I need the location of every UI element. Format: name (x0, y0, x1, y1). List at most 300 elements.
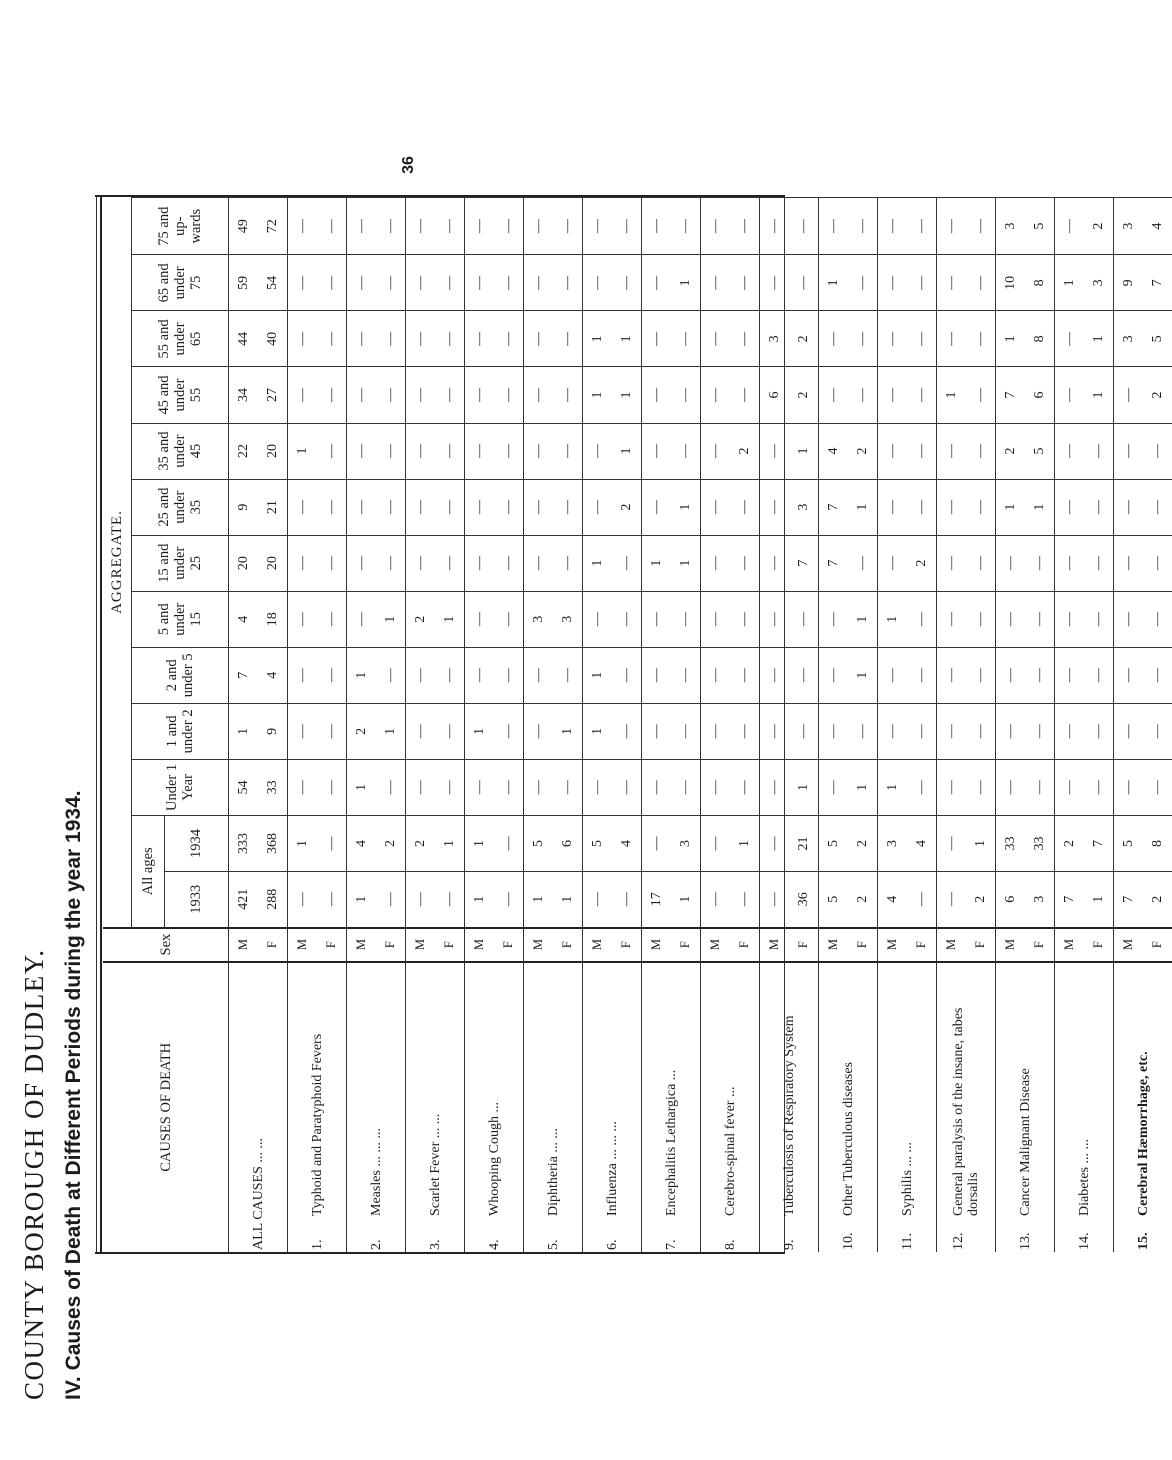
age-count: 2 (789, 367, 819, 423)
age-count: — (583, 423, 613, 479)
age-count: 1 (789, 423, 819, 479)
age-count: 4 (1143, 198, 1172, 255)
age-count: 9 (258, 703, 288, 759)
age-count: — (347, 367, 377, 423)
age-count: — (612, 198, 642, 255)
sex-cell: M (1114, 928, 1144, 962)
age-count: — (465, 255, 495, 311)
age-count: — (966, 198, 996, 255)
age-count: — (848, 311, 878, 367)
age-count: — (553, 423, 583, 479)
age-count: 1 (288, 423, 318, 479)
age-count: 3 (760, 311, 790, 367)
age-count: — (907, 591, 937, 647)
age-count: — (878, 479, 908, 535)
age-count: — (612, 647, 642, 703)
cause-name: Measles ... ... ... (368, 1128, 384, 1216)
age-count: — (612, 759, 642, 815)
age-count: — (878, 703, 908, 759)
age-count: — (1114, 535, 1144, 591)
age-count: — (435, 198, 465, 255)
age-count: — (730, 198, 760, 255)
age-count: — (288, 647, 318, 703)
age-count: — (465, 479, 495, 535)
sex-column-header: Sex (103, 928, 229, 962)
age-count: — (406, 423, 436, 479)
age-count: — (465, 591, 495, 647)
age-count: — (406, 367, 436, 423)
sex-cell: F (671, 928, 701, 962)
age-count: — (317, 703, 347, 759)
page-number: 36 (399, 156, 417, 174)
count-1933: — (701, 872, 731, 928)
age-count: — (848, 198, 878, 255)
age-count: — (553, 311, 583, 367)
age-count: 1 (583, 311, 613, 367)
sex-cell: F (494, 928, 524, 962)
sex-cell: M (819, 928, 849, 962)
age-count: — (376, 198, 406, 255)
age-count: — (553, 647, 583, 703)
age-count: 18 (258, 591, 288, 647)
age-count: — (435, 703, 465, 759)
age-count: 1 (583, 647, 613, 703)
age-count: — (524, 255, 554, 311)
age-count: — (642, 311, 672, 367)
count-1934: 2 (848, 815, 878, 871)
age-count: — (1114, 703, 1144, 759)
cause-label-cell (288, 962, 347, 1252)
age-count: — (907, 423, 937, 479)
age-count: 7 (229, 647, 259, 703)
age-count: — (642, 759, 672, 815)
age-count: 2 (1143, 367, 1172, 423)
age-count: 2 (612, 479, 642, 535)
sex-cell: F (789, 928, 819, 962)
count-1933: 3 (1025, 872, 1055, 928)
age-count: — (347, 423, 377, 479)
count-1934: 1 (730, 815, 760, 871)
cause-number: 2. (368, 1239, 384, 1250)
age-count: — (760, 591, 790, 647)
cause-name: Cancer Malignant Disease (1017, 1068, 1033, 1216)
age-count: — (937, 591, 967, 647)
age-count: — (524, 311, 554, 367)
count-1934: 4 (347, 815, 377, 871)
cause-number: 12. (951, 1232, 966, 1250)
age-count: — (966, 759, 996, 815)
age-count: — (612, 535, 642, 591)
table-row (583, 198, 613, 1253)
age-count: — (1143, 479, 1172, 535)
age-count: — (406, 198, 436, 255)
age-count: — (730, 703, 760, 759)
age-count: 8 (1025, 311, 1055, 367)
age-count: 1 (583, 703, 613, 759)
age-count: — (701, 423, 731, 479)
age-count: — (317, 367, 347, 423)
age-count: — (701, 367, 731, 423)
cause-number: 13. (1017, 1232, 1033, 1250)
age-count: 5 (1025, 198, 1055, 255)
age-count: — (1143, 535, 1172, 591)
count-1933: 2 (966, 872, 996, 928)
cause-number: 3. (427, 1239, 443, 1250)
count-1933: 17 (642, 872, 672, 928)
cause-name: Other Tuberculous diseases (840, 1062, 856, 1216)
age-count: 54 (258, 255, 288, 311)
page-title: COUNTY BOROUGH OF DUDLEY. (19, 948, 49, 1400)
age-count: 2 (406, 591, 436, 647)
age-count: — (701, 255, 731, 311)
age-count: — (966, 591, 996, 647)
count-1933: 4 (878, 872, 908, 928)
count-1934: 1 (435, 815, 465, 871)
age-count: 7 (819, 479, 849, 535)
age-count: — (760, 198, 790, 255)
count-1933: 7 (1055, 872, 1085, 928)
cause-name: Diabetes ... ... (1076, 1139, 1092, 1216)
sex-cell: M (642, 928, 672, 962)
age-count: — (878, 535, 908, 591)
age-count: 2 (789, 311, 819, 367)
age-count: 7 (996, 367, 1026, 423)
count-1934: 33 (996, 815, 1026, 871)
age-count: — (642, 479, 672, 535)
age-count: — (730, 759, 760, 815)
age-count: — (966, 423, 996, 479)
age-count: — (524, 479, 554, 535)
age-count: — (730, 255, 760, 311)
cause-name: Tuberculosis of Respiratory System (781, 1015, 797, 1216)
age-count: 1 (376, 591, 406, 647)
cause-number: 4. (486, 1239, 502, 1250)
count-1933: — (494, 872, 524, 928)
table-row (819, 198, 849, 1253)
age-count: 1 (583, 535, 613, 591)
count-1933: 6 (996, 872, 1026, 928)
cause-name: Scarlet Fever ... ... (427, 1113, 443, 1216)
age-count: — (937, 198, 967, 255)
count-1934: 7 (1084, 815, 1114, 871)
age-count: — (671, 423, 701, 479)
age-count: — (937, 311, 967, 367)
age-count: — (996, 591, 1026, 647)
sex-cell: M (878, 928, 908, 962)
count-1933: 7 (1114, 872, 1144, 928)
age-count: — (1025, 535, 1055, 591)
count-1933: — (317, 872, 347, 928)
age-count: — (317, 647, 347, 703)
age-count: — (288, 367, 318, 423)
age-count: — (937, 647, 967, 703)
age-count: — (966, 311, 996, 367)
age-count: — (288, 535, 318, 591)
age-count: — (406, 703, 436, 759)
count-1933: — (730, 872, 760, 928)
age-count: 4 (258, 647, 288, 703)
age-count: — (701, 591, 731, 647)
age-count: — (406, 647, 436, 703)
age-count: — (907, 647, 937, 703)
age-count: 1 (583, 367, 613, 423)
age-count: — (730, 591, 760, 647)
age-count: — (819, 591, 849, 647)
age-count: — (583, 591, 613, 647)
age-count: — (878, 647, 908, 703)
age-count: — (465, 759, 495, 815)
age-count: 1 (229, 703, 259, 759)
age-count: — (376, 423, 406, 479)
age-count: — (966, 703, 996, 759)
age-count: 2 (1084, 198, 1114, 255)
table-caption: IV. Causes of Death at Different Periods during the year 1934. (62, 790, 85, 1400)
age-count: 21 (258, 479, 288, 535)
age-count: — (819, 367, 849, 423)
age-count: — (494, 311, 524, 367)
causes-of-death-table (103, 197, 1172, 1252)
age-count: — (494, 759, 524, 815)
age-count: — (494, 423, 524, 479)
age-count: — (1025, 591, 1055, 647)
age-count: — (1143, 591, 1172, 647)
count-1934: 2 (376, 815, 406, 871)
age-count: — (760, 647, 790, 703)
age-count: — (553, 535, 583, 591)
year-1933-header: 1933 (164, 872, 228, 928)
age-count: 1 (996, 479, 1026, 535)
age-count: — (642, 591, 672, 647)
age-count: — (553, 759, 583, 815)
age-count: — (1114, 647, 1144, 703)
count-1934: 6 (553, 815, 583, 871)
header-row (103, 198, 132, 1253)
age-count: — (730, 647, 760, 703)
age-count: 1 (435, 591, 465, 647)
age-count: — (1114, 479, 1144, 535)
age-count: — (347, 255, 377, 311)
age-count: 1 (848, 647, 878, 703)
age-count: — (583, 198, 613, 255)
age-count: 44 (229, 311, 259, 367)
cause-number: 8. (722, 1239, 738, 1250)
count-1933: 36 (789, 872, 819, 928)
age-count: — (524, 647, 554, 703)
sex-cell: M (288, 928, 318, 962)
table-row (701, 198, 731, 1253)
age-count: — (671, 311, 701, 367)
age-count: 1 (612, 311, 642, 367)
age-count: 8 (1025, 255, 1055, 311)
age-count: — (701, 479, 731, 535)
count-1934: 1 (465, 815, 495, 871)
age-count: 1 (612, 367, 642, 423)
age-count: — (966, 647, 996, 703)
age-count: — (819, 703, 849, 759)
count-1934: 21 (789, 815, 819, 871)
count-1933: — (612, 872, 642, 928)
cause-name: Influenza ... ... ... (604, 1121, 620, 1216)
count-1933: 1 (524, 872, 554, 928)
age-count: 6 (1025, 367, 1055, 423)
age-count: 3 (524, 591, 554, 647)
age-group-header: 2 and under 5 (132, 647, 229, 703)
age-count: — (1114, 367, 1144, 423)
sex-cell: M (524, 928, 554, 962)
age-count: — (1143, 423, 1172, 479)
age-count: — (642, 423, 672, 479)
count-1934: 3 (878, 815, 908, 871)
age-count: — (848, 535, 878, 591)
age-count: 1 (671, 255, 701, 311)
age-count: — (317, 591, 347, 647)
count-1934: 1 (288, 815, 318, 871)
age-group-header: Under 1 Year (132, 759, 229, 815)
age-count: — (1143, 759, 1172, 815)
age-count: — (524, 423, 554, 479)
age-count: — (317, 255, 347, 311)
age-count: — (701, 703, 731, 759)
age-count: — (996, 535, 1026, 591)
age-count: — (760, 703, 790, 759)
age-count: — (1055, 647, 1085, 703)
cause-label-cell (1055, 962, 1114, 1252)
age-count: — (848, 255, 878, 311)
cause-label-cell (701, 962, 760, 1252)
count-1934: 8 (1143, 815, 1172, 871)
cause-label-cell (583, 962, 642, 1252)
age-count: — (937, 759, 967, 815)
sex-cell: F (730, 928, 760, 962)
age-count: — (465, 198, 495, 255)
age-count: 59 (229, 255, 259, 311)
sex-cell: F (435, 928, 465, 962)
age-count: — (288, 255, 318, 311)
age-count: — (1084, 591, 1114, 647)
age-count: 72 (258, 198, 288, 255)
age-count: — (819, 647, 849, 703)
table-row (760, 198, 790, 1253)
age-count: — (524, 198, 554, 255)
age-count: — (642, 647, 672, 703)
age-count: 1 (465, 703, 495, 759)
age-count: — (494, 479, 524, 535)
sex-cell: F (317, 928, 347, 962)
age-count: — (1084, 535, 1114, 591)
sex-cell: M (347, 928, 377, 962)
all-ages-header: All ages (132, 815, 165, 927)
age-group-header: 5 and under 15 (132, 591, 229, 647)
age-count: — (760, 255, 790, 311)
age-group-header: 25 and under 35 (132, 479, 229, 535)
age-count: — (494, 535, 524, 591)
age-count: — (730, 311, 760, 367)
age-count: 20 (229, 535, 259, 591)
age-count: — (671, 759, 701, 815)
age-count: 10 (996, 255, 1026, 311)
sex-cell: F (1025, 928, 1055, 962)
count-1933: 421 (229, 872, 259, 928)
age-count: — (435, 367, 465, 423)
count-1933: 1 (671, 872, 701, 928)
aggregate-header: AGGREGATE. (103, 198, 132, 928)
age-count: — (435, 255, 465, 311)
age-count: — (524, 367, 554, 423)
age-count: 2 (996, 423, 1026, 479)
count-1934: 333 (229, 815, 259, 871)
cause-number: 5. (545, 1239, 561, 1250)
age-count: 1 (848, 759, 878, 815)
age-count: — (1084, 423, 1114, 479)
age-count: — (494, 591, 524, 647)
count-1934: 3 (671, 815, 701, 871)
age-count: — (760, 423, 790, 479)
count-1933: — (760, 872, 790, 928)
count-1933: 2 (848, 872, 878, 928)
age-count: — (317, 479, 347, 535)
age-count: — (494, 198, 524, 255)
age-count: 1 (671, 479, 701, 535)
sex-cell: F (612, 928, 642, 962)
cause-name: Cerebral Hæmorrhage, etc. (1135, 1051, 1151, 1216)
count-1933: — (435, 872, 465, 928)
age-count: — (760, 535, 790, 591)
age-count: — (406, 759, 436, 815)
age-count: 9 (1114, 255, 1144, 311)
age-count: — (907, 198, 937, 255)
age-count: 2 (848, 423, 878, 479)
age-count: — (760, 479, 790, 535)
count-1933: — (288, 872, 318, 928)
age-count: — (1114, 591, 1144, 647)
age-count: — (406, 479, 436, 535)
frame-rule (96, 197, 97, 1252)
count-1934: 5 (819, 815, 849, 871)
age-count: 3 (1084, 255, 1114, 311)
age-count: — (376, 535, 406, 591)
age-count: — (701, 759, 731, 815)
age-count: — (878, 198, 908, 255)
age-count: — (1114, 759, 1144, 815)
count-1933: — (937, 872, 967, 928)
age-count: 1 (937, 367, 967, 423)
table-row (347, 198, 377, 1253)
age-count: — (848, 367, 878, 423)
age-count: — (612, 703, 642, 759)
age-count: — (1055, 703, 1085, 759)
count-1934: 4 (907, 815, 937, 871)
age-count: — (966, 479, 996, 535)
count-1933: 1 (347, 872, 377, 928)
age-count: — (996, 759, 1026, 815)
cause-number: 10. (840, 1232, 856, 1250)
age-count: — (996, 647, 1026, 703)
sex-cell: M (701, 928, 731, 962)
table-row (524, 198, 554, 1253)
cause-label-cell (406, 962, 465, 1252)
age-count: — (376, 759, 406, 815)
age-count: — (494, 647, 524, 703)
cause-number: 15. (1135, 1232, 1151, 1250)
age-count: — (376, 479, 406, 535)
age-count: — (878, 255, 908, 311)
count-1934: 368 (258, 815, 288, 871)
age-count: — (435, 759, 465, 815)
cause-column-header: CAUSES OF DEATH (103, 962, 229, 1252)
age-count: — (1025, 647, 1055, 703)
age-count: 1 (819, 255, 849, 311)
age-count: — (583, 255, 613, 311)
